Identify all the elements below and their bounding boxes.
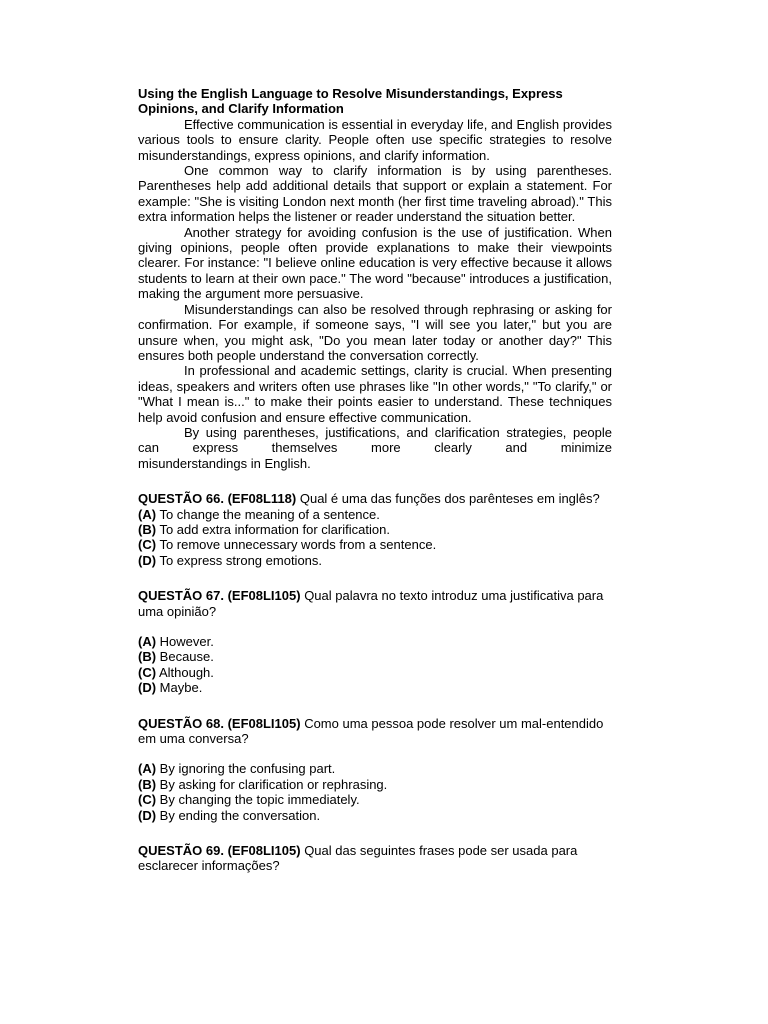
option-letter: (A) xyxy=(138,761,157,777)
question-67-option-d[interactable] xyxy=(138,680,612,695)
option-letter: (B) xyxy=(138,521,157,537)
spacer xyxy=(138,746,612,761)
question-67-option-a[interactable] xyxy=(138,634,612,649)
option-text: By ending the conversation. xyxy=(159,807,321,823)
option-letter: (C) xyxy=(138,664,157,680)
option-text: By changing the topic immediately. xyxy=(159,792,360,808)
question-68-text: Como uma pessoa pode resolver um mal-entendido em uma conversa? xyxy=(138,715,604,747)
option-text: Because. xyxy=(159,649,214,665)
article-title: Using the English Language to Resolve Misunderstandings, Express Opinions, and Clarify Information xyxy=(138,86,563,117)
question-69-stem xyxy=(138,843,612,874)
article-paragraph-6: By using parentheses, justifications, and clarification strategies, people can express themselves more clearly and minimize xyxy=(138,424,612,456)
article-paragraph-2: One common way to clarify information is by using parentheses. Parentheses help add additional details that support or explain a statement. For example: "She is visiting London next month (her first time traveling abroad)." This extra information helps the listener or reader understand the situation better. xyxy=(138,163,612,225)
option-text: To add extra information for clarification. xyxy=(159,521,390,537)
option-text: Maybe. xyxy=(159,680,203,696)
article-paragraph-5: In professional and academic settings, clarity is crucial. When presenting ideas, speakers and writers often use phrases like "In other words," "To clarify," or "What I mean is..." to make their points easier to understand. These techniques help avoid confusion and ensure effective communication. xyxy=(138,363,612,425)
option-text: However. xyxy=(159,634,214,649)
option-text: Although. xyxy=(158,664,214,680)
question-68-option-d[interactable] xyxy=(138,808,612,823)
spacer xyxy=(138,619,612,634)
question-69-label: QUESTÃO 69. (EF08LI105) xyxy=(138,843,301,859)
question-68-label: QUESTÃO 68. (EF08LI105) xyxy=(138,715,301,731)
question-66-stem xyxy=(138,491,612,506)
option-letter: (B) xyxy=(138,776,157,792)
document-page xyxy=(138,86,612,874)
option-letter: (C) xyxy=(138,792,157,808)
question-66-option-d[interactable] xyxy=(138,553,612,568)
article-paragraph-4: Misunderstandings can also be resolved through rephrasing or asking for confirmation. For example, if someone says, "I will see you later," but you are unsure when, you might ask, "Do you mean later today or another day?" This ensures both people understand the conversation correctly. xyxy=(138,301,612,363)
option-text: To remove unnecessary words from a sentence. xyxy=(159,537,437,553)
option-letter: (B) xyxy=(138,649,157,665)
question-69-text: Qual das seguintes frases pode ser usada para esclarecer informações? xyxy=(138,843,578,874)
question-68 xyxy=(138,716,612,823)
article-paragraph-1: Effective communication is essential in everyday life, and English provides various tools to ensure clarity. People often use specific strategies to resolve misunderstandings, express opinions, and clarify information. xyxy=(138,116,612,163)
option-letter: (A) xyxy=(138,506,157,522)
question-67-option-b[interactable] xyxy=(138,649,612,664)
option-letter: (D) xyxy=(138,807,157,823)
question-67-stem xyxy=(138,588,612,619)
question-67-label: QUESTÃO 67. (EF08LI105) xyxy=(138,588,301,604)
question-66-option-a[interactable] xyxy=(138,507,612,522)
option-letter: (A) xyxy=(138,634,157,649)
question-66-option-c[interactable] xyxy=(138,537,612,552)
question-66-text: Qual é uma das funções dos parênteses em inglês? xyxy=(299,491,600,507)
article-paragraph-6-end: misunderstandings in English. xyxy=(138,455,311,471)
question-67-text: Qual palavra no texto introduz uma justificativa para uma opinião? xyxy=(138,588,604,619)
option-letter: (D) xyxy=(138,680,157,696)
question-67 xyxy=(138,588,612,695)
question-68-stem xyxy=(138,716,612,747)
question-67-option-c[interactable] xyxy=(138,665,612,680)
option-letter: (C) xyxy=(138,537,157,553)
question-68-option-a[interactable] xyxy=(138,761,612,776)
option-letter: (D) xyxy=(138,552,157,568)
article-paragraph-3: Another strategy for avoiding confusion is the use of justification. When giving opinions, people often provide explanations to make their viewpoints clearer. For instance: "I believe online education is very effective because it allows students to learn at their own pace." The word "because" introduces a justification, making the argument more persuasive. xyxy=(138,224,612,302)
question-68-option-c[interactable] xyxy=(138,792,612,807)
option-text: To express strong emotions. xyxy=(159,552,323,568)
question-66-label: QUESTÃO 66. (EF08L118) xyxy=(138,491,297,507)
option-text: By ignoring the confusing part. xyxy=(159,761,336,777)
question-69 xyxy=(138,843,612,874)
option-text: By asking for clarification or rephrasing. xyxy=(159,776,388,792)
question-66-option-b[interactable] xyxy=(138,522,612,537)
question-68-option-b[interactable] xyxy=(138,777,612,792)
option-text: To change the meaning of a sentence. xyxy=(159,506,380,522)
question-66 xyxy=(138,491,612,568)
